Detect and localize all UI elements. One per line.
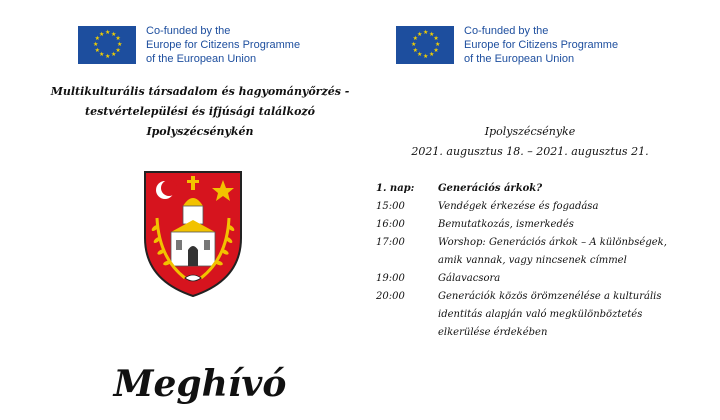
eu-text-line1: Co-funded by the: [464, 25, 549, 37]
schedule-desc-line: amik vannak, vagy nincsenek címmel: [438, 255, 627, 266]
eu-star-icon: ★: [93, 41, 99, 48]
eu-star-icon: ★: [417, 51, 423, 59]
eu-text-line2: Europe for Citizens Programme: [146, 39, 301, 51]
eu-star-icon: ★: [435, 41, 441, 48]
eu-star-icon: ★: [433, 47, 439, 54]
schedule-desc: Vendégek érkezése és fogadása: [438, 201, 599, 212]
schedule-time: 17:00: [376, 237, 405, 248]
eu-flag-icon: [78, 26, 136, 64]
eu-star-icon: ★: [105, 53, 111, 60]
invite-title: Meghívó: [113, 363, 287, 405]
eu-star-icon: ★: [111, 51, 117, 59]
eu-star-icon: ★: [417, 30, 423, 38]
schedule-time: 15:00: [376, 201, 405, 212]
eu-star-icon: ★: [423, 29, 429, 36]
schedule-row: [376, 180, 686, 198]
eu-star-icon: ★: [412, 35, 418, 42]
eu-star-icon: ★: [99, 51, 105, 59]
schedule-row: [376, 216, 686, 234]
schedule: [376, 180, 686, 342]
eu-logo-text: [464, 24, 618, 66]
schedule-row: [376, 288, 686, 342]
eu-star-icon: ★: [117, 41, 123, 48]
eu-logo-right: [396, 24, 618, 66]
eu-logo-left: [78, 24, 300, 66]
eu-star-icon: ★: [99, 30, 105, 38]
eu-star-icon: ★: [423, 53, 429, 60]
event-title-line1: Multikulturális társadalom és hagyományőrzés -: [50, 85, 350, 98]
event-place-dates: [380, 122, 680, 162]
schedule-desc: Generációs árkok?: [438, 183, 543, 194]
event-title: [40, 82, 360, 142]
eu-star-icon: ★: [115, 35, 121, 42]
eu-star-icon: ★: [412, 47, 418, 54]
eu-star-icon: ★: [115, 47, 121, 54]
schedule-desc-line: elkerülése érdekében: [438, 327, 548, 338]
schedule-time: 16:00: [376, 219, 405, 230]
schedule-time: 1. nap:: [376, 183, 415, 194]
coat-of-arms-church-icon: [141, 168, 245, 298]
eu-text-line3: of the European Union: [146, 53, 257, 65]
schedule-row: [376, 198, 686, 216]
schedule-time: 19:00: [376, 273, 405, 284]
schedule-time: 20:00: [376, 291, 405, 302]
eu-star-icon: ★: [429, 51, 435, 59]
schedule-desc-line: identitás alapján való megkülönböztetés: [438, 309, 643, 320]
eu-text-line1: Co-funded by the: [146, 25, 231, 37]
eu-logo-text: [146, 24, 300, 66]
event-title-line3: Ipolyszécsénykén: [146, 125, 254, 138]
eu-star-icon: ★: [111, 30, 117, 38]
event-dates: 2021. augusztus 18. – 2021. augusztus 21.: [411, 145, 649, 158]
eu-star-icon: ★: [94, 47, 100, 54]
schedule-desc: Bemutatkozás, ismerkedés: [438, 219, 574, 230]
eu-text-line3: of the European Union: [464, 53, 575, 65]
schedule-desc-line: Worshop: Generációs árkok – A különbségek,: [438, 237, 667, 248]
eu-flag-icon: [396, 26, 454, 64]
eu-star-icon: ★: [411, 41, 417, 48]
schedule-row: [376, 234, 686, 270]
eu-star-icon: ★: [105, 29, 111, 36]
eu-star-icon: ★: [94, 35, 100, 42]
eu-star-icon: ★: [433, 35, 439, 42]
schedule-desc-line: Generációk közös örömzenélése a kulturális: [438, 291, 662, 302]
schedule-row: [376, 270, 686, 288]
eu-text-line2: Europe for Citizens Programme: [464, 39, 619, 51]
schedule-desc: [438, 288, 686, 342]
event-title-line2: testvértelepülési és ifjúsági találkozó: [84, 105, 316, 118]
event-place: Ipolyszécsényke: [484, 125, 576, 138]
schedule-desc: [438, 234, 686, 270]
schedule-desc: Gálavacsora: [438, 273, 501, 284]
eu-star-icon: ★: [429, 30, 435, 38]
